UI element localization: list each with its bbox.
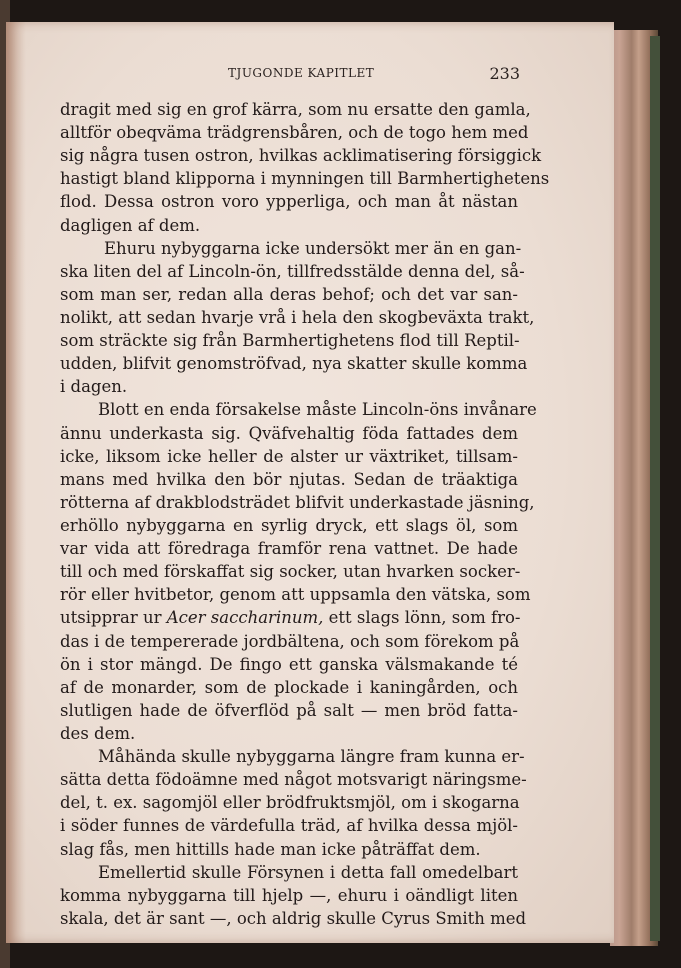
text-line: sätta detta födoämne med något motsvarigt näringsme- — [60, 770, 527, 790]
text-line: i dagen. — [60, 377, 128, 397]
text-line: Blott en enda försakelse måste Lincoln-öns invånare — [98, 400, 537, 420]
text-run: ett slags lönn, som fro- — [323, 608, 521, 628]
text-line: Emellertid skulle Försynen i detta fall omedelbart — [98, 862, 518, 882]
text-line: som sträckte sig från Barmhertighetens flod till Reptil- — [60, 331, 520, 351]
text-line: flod. Dessa ostron voro ypperliga, och man åt nästan — [60, 192, 518, 212]
text-line: slutligen hade de öfverflöd på salt — men bröd fatta- — [60, 700, 518, 720]
text-line: dragit med sig en grof kärra, som nu ersatte den gamla, — [60, 100, 531, 119]
text-line — [60, 606, 521, 629]
text-line: rör eller hvitbetor, genom att uppsamla den vätska, som — [60, 585, 531, 605]
text-line: erhöllo nybyggarna en syrlig dryck, ett slags öl, som — [60, 515, 518, 535]
text-line: skala, det är sant —, och aldrig skulle Cyrus Smith med — [60, 908, 527, 928]
body-text — [60, 98, 550, 930]
text-line: till och med förskaffat sig socker, utan hvarken socker- — [60, 562, 521, 582]
text-line: ön i stor mängd. De fingo ett ganska välsmakande té — [60, 654, 518, 674]
running-head: TJUGONDE KAPITLET — [228, 66, 375, 80]
italic-species-name: Acer saccharinum, — [166, 608, 324, 628]
text-line: des dem. — [60, 723, 136, 743]
text-line: var vida att föredraga framför rena vattnet. De hade — [60, 539, 518, 559]
text-line: del, t. ex. sagomjöl eller brödfruktsmjöl, om i skogarna — [60, 793, 520, 813]
text-line: komma nybyggarna till hjelp —, ehuru i oändligt liten — [60, 885, 518, 905]
text-line: som man ser, redan alla deras behof; och det var san- — [60, 284, 518, 304]
text-line: rötterna af drakblodsträdet blifvit underkastade jäsning, — [60, 492, 535, 512]
text-line: hastigt bland klipporna i mynningen till Barmhertighetens — [60, 169, 550, 189]
book-cover-edge — [650, 36, 660, 941]
text-run: utsipprar ur — [60, 608, 167, 628]
gutter-shadow — [6, 22, 26, 943]
text-line: Måhända skulle nybyggarna längre fram kunna er- — [98, 747, 525, 767]
text-line: dagligen af dem. — [60, 215, 201, 235]
text-line: Ehuru nybyggarna icke undersökt mer än en gan- — [104, 238, 522, 258]
text-line: i söder funnes de värdefulla träd, af hvilka dessa mjöl- — [60, 816, 518, 836]
text-line: nolikt, att sedan hvarje vrå i hela den skogbeväxta trakt, — [60, 307, 535, 327]
text-line: sig några tusen ostron, hvilkas acklimatisering försiggick — [60, 146, 542, 166]
text-line: af de monarder, som de plockade i kaningården, och — [60, 677, 518, 697]
text-line: das i de tempererade jordbältena, och som förekom på — [60, 631, 520, 651]
text-line: mans med hvilka den bör njutas. Sedan de träaktiga — [60, 469, 518, 489]
page-number: 233 — [489, 64, 520, 83]
text-line: ännu underkasta sig. Qväfvehaltig föda fattades dem — [60, 423, 518, 443]
text-line: slag fås, men hittills hade man icke påträffat dem. — [60, 839, 481, 859]
text-line: ska liten del af Lincoln-ön, tillfredsstälde denna del, så- — [60, 261, 525, 281]
text-line: alltför obeqväma trädgrensbåren, och de togo hem med — [60, 123, 529, 143]
text-line: icke, liksom icke heller de alster ur växtriket, tillsam- — [60, 446, 518, 466]
page-header — [60, 66, 520, 86]
text-line: udden, blifvit genomströfvad, nya skatter skulle komma — [60, 354, 528, 374]
